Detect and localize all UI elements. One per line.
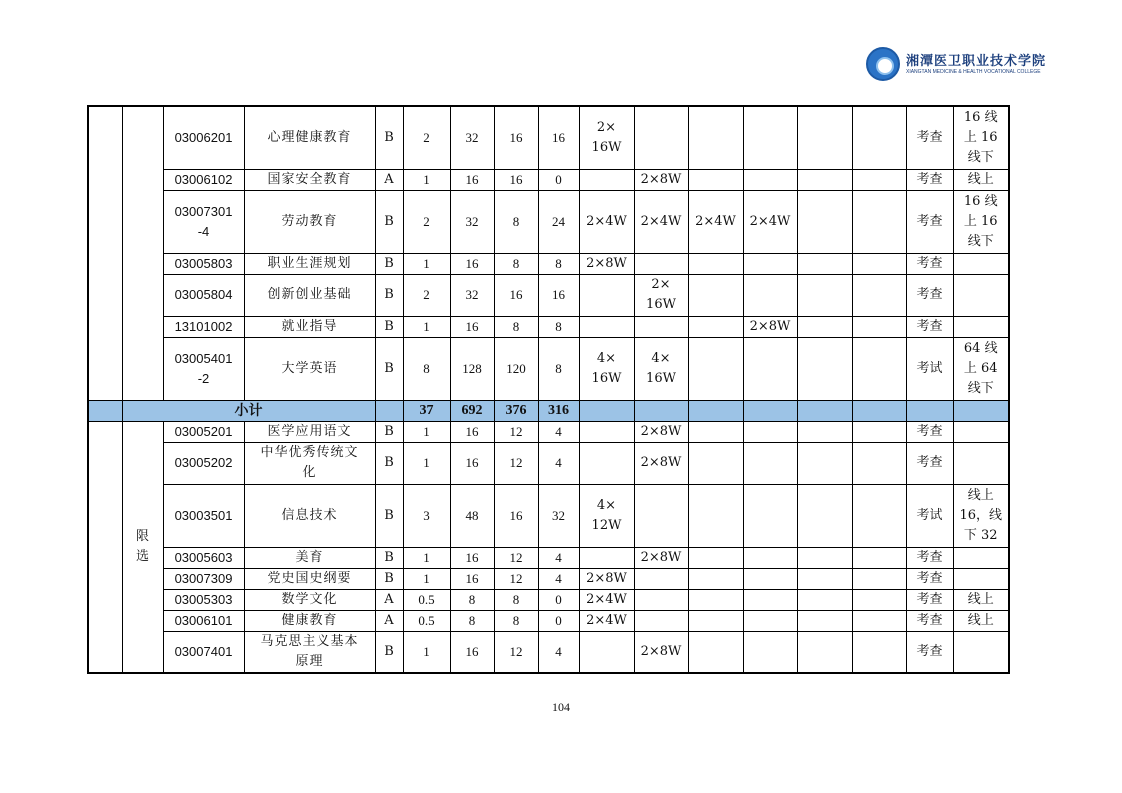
cell-code: 03006101 [163, 610, 244, 631]
cell-s5 [797, 631, 852, 673]
cell-assess: 考查 [906, 253, 953, 274]
cell-theory: 12 [494, 547, 538, 568]
cell-note: 16 线 上 16 线下 [953, 106, 1009, 169]
table-row [88, 631, 1009, 673]
cell-assess: 考查 [906, 547, 953, 568]
cell-note: 16 线 上 16 线下 [953, 190, 1009, 253]
cell-s4 [743, 421, 797, 442]
cell-credit: 1 [403, 421, 450, 442]
cell-theory: 12 [494, 631, 538, 673]
subtotal-theory: 376 [494, 400, 538, 421]
subtotal-practice: 316 [538, 400, 579, 421]
cell-s3 [688, 169, 743, 190]
cell-s1 [579, 631, 634, 673]
category-cell [88, 106, 122, 400]
cell-hours: 32 [450, 190, 494, 253]
cell-assess: 考查 [906, 190, 953, 253]
cell-note [953, 253, 1009, 274]
cell-type: B [375, 337, 403, 400]
cell-type: B [375, 631, 403, 673]
cell-s6 [852, 253, 906, 274]
cell-s5 [797, 337, 852, 400]
cell-credit: 8 [403, 337, 450, 400]
cell-name: 中华优秀传统文 化 [244, 442, 375, 484]
cell-theory: 16 [494, 106, 538, 169]
table-row [88, 274, 1009, 316]
cell-s6 [852, 106, 906, 169]
cell-s5 [797, 253, 852, 274]
cell-s5 [797, 568, 852, 589]
cell-s6 [852, 484, 906, 547]
cell-s6 [852, 442, 906, 484]
cell-credit: 1 [403, 316, 450, 337]
cell-assess: 考查 [906, 610, 953, 631]
cell-hours: 8 [450, 610, 494, 631]
cell-practice: 4 [538, 568, 579, 589]
cell-s2 [634, 316, 688, 337]
cell-assess: 考查 [906, 274, 953, 316]
cell-s4 [743, 631, 797, 673]
cell-s5 [797, 169, 852, 190]
table-row [88, 568, 1009, 589]
cell-s2 [634, 484, 688, 547]
cell-s1 [579, 547, 634, 568]
cell-note: 64 线 上 64 线下 [953, 337, 1009, 400]
cell-s1 [579, 442, 634, 484]
cell-code: 03007309 [163, 568, 244, 589]
cell-s6 [852, 337, 906, 400]
cell-type: B [375, 421, 403, 442]
cell-theory: 8 [494, 610, 538, 631]
subtotal-row [88, 400, 1009, 421]
table-row [88, 484, 1009, 547]
cell-s4 [743, 589, 797, 610]
table-row [88, 547, 1009, 568]
cell-type: B [375, 316, 403, 337]
cell-practice: 0 [538, 169, 579, 190]
cell-s1: 2×4W [579, 610, 634, 631]
cell-s2 [634, 106, 688, 169]
cell-practice: 4 [538, 442, 579, 484]
cell-note: 线上 [953, 169, 1009, 190]
group-label: 限 选 [122, 421, 163, 673]
cell-s3 [688, 316, 743, 337]
cell-name: 美育 [244, 547, 375, 568]
cell-credit: 1 [403, 568, 450, 589]
cell-note: 线上 16，线 下 32 [953, 484, 1009, 547]
cell-s6 [852, 274, 906, 316]
cell-code: 03005401 -2 [163, 337, 244, 400]
cell-s2: 2×8W [634, 421, 688, 442]
cell-s2 [634, 253, 688, 274]
table-row [88, 442, 1009, 484]
cell-name: 创新创业基础 [244, 274, 375, 316]
subtotal-label: 小计 [122, 400, 375, 421]
cell-name: 数学文化 [244, 589, 375, 610]
cell-s6 [852, 316, 906, 337]
cell-practice: 8 [538, 253, 579, 274]
cell-hours: 16 [450, 547, 494, 568]
cell-s1 [579, 421, 634, 442]
cell-hours: 48 [450, 484, 494, 547]
cell-name: 健康教育 [244, 610, 375, 631]
cell-code: 03005803 [163, 253, 244, 274]
cell-s4 [743, 337, 797, 400]
cell-s2 [634, 568, 688, 589]
cell-hours: 32 [450, 106, 494, 169]
cell-assess: 考查 [906, 316, 953, 337]
category-cell [88, 421, 122, 673]
cell-code: 03005202 [163, 442, 244, 484]
cell-s4 [743, 568, 797, 589]
table-row [88, 253, 1009, 274]
cell-s5 [797, 547, 852, 568]
cell-code: 03006201 [163, 106, 244, 169]
cell-credit: 2 [403, 106, 450, 169]
page-number: 104 [552, 700, 570, 714]
cell-s1: 4× 16W [579, 337, 634, 400]
cell-code: 03003501 [163, 484, 244, 547]
cell-s6 [852, 631, 906, 673]
cell-credit: 1 [403, 253, 450, 274]
cell-hours: 16 [450, 253, 494, 274]
cell-credit: 1 [403, 547, 450, 568]
cell-s3 [688, 337, 743, 400]
cell-hours: 16 [450, 169, 494, 190]
cell-theory: 120 [494, 337, 538, 400]
subtotal-blank [88, 400, 122, 421]
cell-s5 [797, 190, 852, 253]
cell-type: A [375, 610, 403, 631]
cell-name: 劳动教育 [244, 190, 375, 253]
cell-credit: 1 [403, 442, 450, 484]
cell-s5 [797, 316, 852, 337]
cell-practice: 32 [538, 484, 579, 547]
cell-note [953, 547, 1009, 568]
cell-s5 [797, 421, 852, 442]
cell-code: 03007301 -4 [163, 190, 244, 253]
cell-theory: 8 [494, 253, 538, 274]
table-row [88, 190, 1009, 253]
cell-s1: 2×8W [579, 568, 634, 589]
cell-type: B [375, 274, 403, 316]
course-table [87, 105, 1010, 674]
cell-type: B [375, 442, 403, 484]
cell-theory: 16 [494, 274, 538, 316]
cell-note [953, 631, 1009, 673]
cell-note [953, 442, 1009, 484]
cell-name: 大学英语 [244, 337, 375, 400]
cell-s5 [797, 610, 852, 631]
cell-s3 [688, 106, 743, 169]
cell-practice: 4 [538, 631, 579, 673]
cell-s3 [688, 442, 743, 484]
cell-s5 [797, 484, 852, 547]
cell-s3 [688, 274, 743, 316]
cell-s6 [852, 169, 906, 190]
cell-type: B [375, 484, 403, 547]
cell-name: 国家安全教育 [244, 169, 375, 190]
cell-s6 [852, 421, 906, 442]
cell-s6 [852, 568, 906, 589]
cell-code: 03007401 [163, 631, 244, 673]
cell-s2 [634, 589, 688, 610]
cell-practice: 8 [538, 316, 579, 337]
cell-s5 [797, 274, 852, 316]
cell-s4 [743, 253, 797, 274]
cell-theory: 16 [494, 169, 538, 190]
cell-s2: 2×8W [634, 169, 688, 190]
cell-name: 马克思主义基本 原理 [244, 631, 375, 673]
cell-name: 职业生涯规划 [244, 253, 375, 274]
cell-type: A [375, 589, 403, 610]
logo-title: 湘潭医卫职业技术学院 [906, 54, 1047, 69]
cell-s3 [688, 547, 743, 568]
cell-name: 就业指导 [244, 316, 375, 337]
cell-hours: 16 [450, 631, 494, 673]
college-logo [866, 47, 1047, 83]
cell-s3 [688, 631, 743, 673]
cell-s6 [852, 589, 906, 610]
table-row [88, 316, 1009, 337]
cell-hours: 16 [450, 421, 494, 442]
cell-practice: 4 [538, 421, 579, 442]
cell-code: 03005201 [163, 421, 244, 442]
cell-practice: 24 [538, 190, 579, 253]
cell-name: 医学应用语文 [244, 421, 375, 442]
cell-s6 [852, 547, 906, 568]
table-row [88, 337, 1009, 400]
cell-s3 [688, 421, 743, 442]
table-row [88, 421, 1009, 442]
cell-name: 信息技术 [244, 484, 375, 547]
cell-s2: 2×4W [634, 190, 688, 253]
cell-hours: 16 [450, 568, 494, 589]
cell-s5 [797, 589, 852, 610]
cell-s5 [797, 106, 852, 169]
cell-type: B [375, 547, 403, 568]
cell-assess: 考查 [906, 568, 953, 589]
cell-hours: 16 [450, 316, 494, 337]
table-row [88, 610, 1009, 631]
subtotal-credit: 37 [403, 400, 450, 421]
logo-subtitle: XIANGTAN MEDICINE & HEALTH VOCATIONAL COLLEGE [906, 69, 1041, 75]
cell-note [953, 316, 1009, 337]
cell-hours: 128 [450, 337, 494, 400]
cell-s4 [743, 484, 797, 547]
table-row [88, 589, 1009, 610]
cell-code: 03005804 [163, 274, 244, 316]
cell-theory: 12 [494, 421, 538, 442]
table-row [88, 106, 1009, 169]
cell-name: 心理健康教育 [244, 106, 375, 169]
cell-credit: 1 [403, 631, 450, 673]
cell-s6 [852, 190, 906, 253]
table-row [88, 169, 1009, 190]
cell-s1: 2×4W [579, 190, 634, 253]
cell-hours: 32 [450, 274, 494, 316]
cell-assess: 考查 [906, 106, 953, 169]
cell-s4: 2×4W [743, 190, 797, 253]
cell-theory: 8 [494, 190, 538, 253]
cell-assess: 考查 [906, 631, 953, 673]
cell-note [953, 421, 1009, 442]
cell-s4 [743, 610, 797, 631]
cell-s2 [634, 610, 688, 631]
cell-theory: 16 [494, 484, 538, 547]
cell-s3 [688, 589, 743, 610]
cell-s1: 2×4W [579, 589, 634, 610]
group-label [122, 106, 163, 400]
cell-s3 [688, 484, 743, 547]
cell-name: 党史国史纲要 [244, 568, 375, 589]
cell-s4 [743, 106, 797, 169]
cell-s4 [743, 169, 797, 190]
cell-s1: 2× 16W [579, 106, 634, 169]
college-seal-icon [866, 47, 900, 81]
cell-practice: 16 [538, 274, 579, 316]
cell-s1 [579, 274, 634, 316]
cell-s4 [743, 442, 797, 484]
cell-s4 [743, 547, 797, 568]
cell-s2: 2× 16W [634, 274, 688, 316]
cell-note: 线上 [953, 610, 1009, 631]
cell-s5 [797, 442, 852, 484]
cell-s4 [743, 274, 797, 316]
cell-s2: 4× 16W [634, 337, 688, 400]
cell-s1: 4× 12W [579, 484, 634, 547]
cell-assess: 考查 [906, 442, 953, 484]
cell-code: 03005303 [163, 589, 244, 610]
cell-assess: 考查 [906, 421, 953, 442]
cell-type: B [375, 253, 403, 274]
cell-assess: 考查 [906, 589, 953, 610]
cell-s1 [579, 316, 634, 337]
cell-type: B [375, 568, 403, 589]
cell-credit: 1 [403, 169, 450, 190]
cell-assess: 考试 [906, 337, 953, 400]
cell-note [953, 274, 1009, 316]
cell-code: 13101002 [163, 316, 244, 337]
cell-type: B [375, 106, 403, 169]
cell-s3: 2×4W [688, 190, 743, 253]
cell-assess: 考查 [906, 169, 953, 190]
cell-credit: 2 [403, 190, 450, 253]
cell-practice: 16 [538, 106, 579, 169]
cell-credit: 0.5 [403, 610, 450, 631]
cell-s1: 2×8W [579, 253, 634, 274]
cell-practice: 0 [538, 610, 579, 631]
cell-credit: 0.5 [403, 589, 450, 610]
cell-assess: 考试 [906, 484, 953, 547]
cell-s2: 2×8W [634, 442, 688, 484]
cell-practice: 8 [538, 337, 579, 400]
cell-credit: 2 [403, 274, 450, 316]
cell-type: A [375, 169, 403, 190]
cell-credit: 3 [403, 484, 450, 547]
cell-s3 [688, 253, 743, 274]
cell-theory: 8 [494, 589, 538, 610]
cell-hours: 16 [450, 442, 494, 484]
cell-s2: 2×8W [634, 547, 688, 568]
cell-s2: 2×8W [634, 631, 688, 673]
cell-s3 [688, 610, 743, 631]
cell-code: 03005603 [163, 547, 244, 568]
cell-practice: 4 [538, 547, 579, 568]
cell-note: 线上 [953, 589, 1009, 610]
cell-s4: 2×8W [743, 316, 797, 337]
cell-theory: 12 [494, 442, 538, 484]
cell-s1 [579, 169, 634, 190]
cell-theory: 8 [494, 316, 538, 337]
cell-code: 03006102 [163, 169, 244, 190]
subtotal-hours: 692 [450, 400, 494, 421]
cell-theory: 12 [494, 568, 538, 589]
cell-type: B [375, 190, 403, 253]
cell-hours: 8 [450, 589, 494, 610]
cell-s3 [688, 568, 743, 589]
cell-note [953, 568, 1009, 589]
cell-practice: 0 [538, 589, 579, 610]
cell-s6 [852, 610, 906, 631]
